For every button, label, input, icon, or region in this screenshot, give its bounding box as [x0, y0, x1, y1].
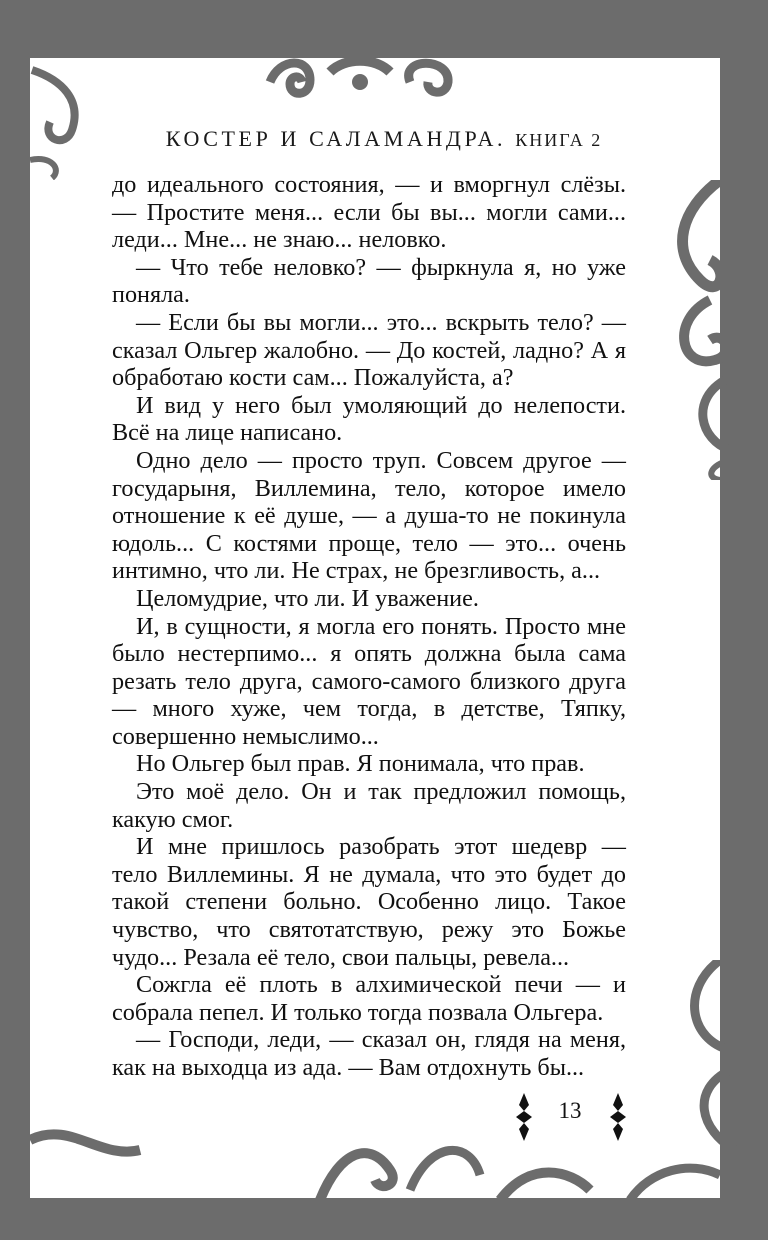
- paragraph: Но Ольгер был прав. Я понимала, что прав.: [136, 750, 585, 778]
- top-ornament-icon: [250, 52, 470, 112]
- paragraph: до идеального состояния, — и вморгнул слёзы. — Простите меня... если бы вы... могли сами... леди... Мне... не знаю... неловко.: [112, 171, 626, 254]
- left-top-ornament-icon: [22, 60, 112, 180]
- paragraph: — Господи, леди, — сказал он, глядя на меня, как на выходца из ада. — Вам отдохнуть бы...: [112, 1026, 626, 1081]
- book-title: КОСТЕР И САЛАМАНДРА.: [165, 126, 507, 151]
- body-text: [112, 171, 626, 1082]
- paragraph: И, в сущности, я могла его понять. Просто мне было нестерпимо... я опять должна была сама резать тело друга, самого-самого близкого друга — много хуже, чем тогда, в детстве, Тяпку, совершенно немыслимо...: [112, 612, 626, 750]
- paragraph: И вид у него был умоляющий до нелепости. Всё на лице написано.: [112, 391, 626, 447]
- right-side-ornament-icon: [650, 180, 740, 480]
- right-diamond-ornament-icon: [609, 1093, 627, 1141]
- paragraph: Это моё дело. Он и так предложил помощь, какую смог.: [112, 778, 626, 833]
- left-diamond-ornament-icon: [515, 1093, 533, 1141]
- paragraph: Сожгла её плоть в алхимической печи — и собрала пепел. И только тогда позвала Ольгера.: [112, 971, 626, 1026]
- book-subtitle: КНИГА 2: [515, 130, 603, 150]
- running-header: [0, 126, 768, 152]
- paragraph: Одно дело — просто труп. Совсем другое — государыня, Виллемина, тело, которое имело отношение к её душе, — а душа-то не покинула юдоль... С костями проще, тело — это... очень интимно, что ли. Не страх, не брезгливость, а...: [112, 446, 626, 585]
- paragraph: И мне пришлось разобрать этот шедевр — тело Виллемины. Я не думала, что это будет до такой степени больно. Особенно лицо. Такое чувство, что святотатствую, режу это Божье чудо... Резала её тело, свои пальцы, ревела...: [112, 833, 626, 971]
- paragraph: — Если бы вы могли... это... вскрыть тело? — сказал Ольгер жалобно. — До костей, ладно? А я обработаю кости сам... Пожалуйста, а?: [112, 308, 626, 392]
- paragraph: Целомудрие, что ли. И уважение.: [136, 584, 479, 612]
- paragraph: — Что тебе неловко? — фыркнула я, но уже поняла.: [112, 253, 626, 309]
- page-number: 13: [558, 1098, 582, 1123]
